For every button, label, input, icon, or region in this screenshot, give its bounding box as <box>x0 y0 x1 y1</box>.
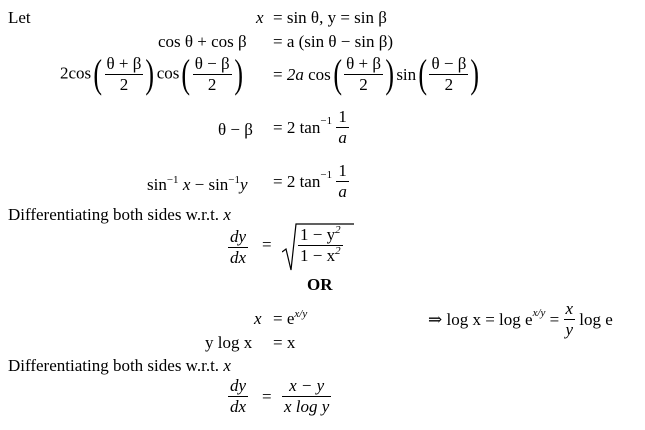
fraction-one-over-a-2: $\frac{1}{a}$ <box>338 161 347 201</box>
fraction-sum: $\frac{\theta + \beta}{2}$ <box>106 54 142 94</box>
eq2-lhs: cos θ + cos β <box>158 32 247 51</box>
differentiating-text-1: Differentiating both sides w.r.t. x <box>8 205 231 224</box>
eq7-eq: = <box>262 235 272 254</box>
fraction-diff: $\frac{\theta - \beta}{2}$ <box>194 54 230 94</box>
eq4-lhs: θ − β <box>218 120 253 139</box>
eq9-rhs: = x <box>273 333 296 352</box>
fraction-sum-2: $\frac{\theta + \beta}{2}$ <box>346 54 381 94</box>
eq9-lhs: y log x <box>205 333 253 352</box>
or-label: OR <box>307 275 333 294</box>
fraction-diff-2: $\frac{\theta - \beta}{2}$ <box>431 54 467 94</box>
dy-dx-1: $\frac{dy}{dx}$ <box>230 227 247 267</box>
eq5-rhs: = 2 $\tan^{-1}$ $\frac{1}{a}$ <box>273 161 347 201</box>
eq4-rhs: = 2 $\tan^{-1}$ $\frac{1}{a}$ <box>273 107 347 147</box>
differentiating-text-2: Differentiating both sides w.r.t. x <box>8 356 231 375</box>
implies-expression: ⇒ $\log x = \log e^{x/y}$ = $\frac{x}{y}$ log e <box>428 299 613 339</box>
final-fraction: $\frac{x - y}{\text{x log y}}$ <box>284 376 330 416</box>
eq8-rhs: = $e^{x/y}$ <box>273 308 308 328</box>
eq5-lhs: $\sin^{-1} x - \sin^{-1}y$ <box>147 174 248 194</box>
eq3-rhs: = 2a cos( $\frac{\theta + \beta}{2}$ ) sin( $\frac{\theta - \beta}{2}$ ) <box>273 51 480 97</box>
sqrt-expression: $\frac{1 - y^2}{1 - x^2}$ <box>282 224 343 265</box>
eq2-rhs: = a (sin θ − sin β) <box>273 32 394 51</box>
eq8-lhs: x <box>254 309 262 328</box>
eq11-eq: = <box>262 387 272 406</box>
eq1-rhs: = sin θ, y = sin β <box>273 8 387 27</box>
eq1-lhs: x <box>256 8 264 27</box>
fraction-one-over-a: $\frac{1}{a}$ <box>338 107 347 147</box>
eq3-lhs: 2cos( $\frac{\theta + \beta}{2}$ ) cos( $\frac{\theta - \beta}{2}$ ) <box>60 51 243 97</box>
let-label: Let <box>8 8 31 27</box>
dy-dx-2: $\frac{dy}{dx}$ <box>230 376 247 416</box>
